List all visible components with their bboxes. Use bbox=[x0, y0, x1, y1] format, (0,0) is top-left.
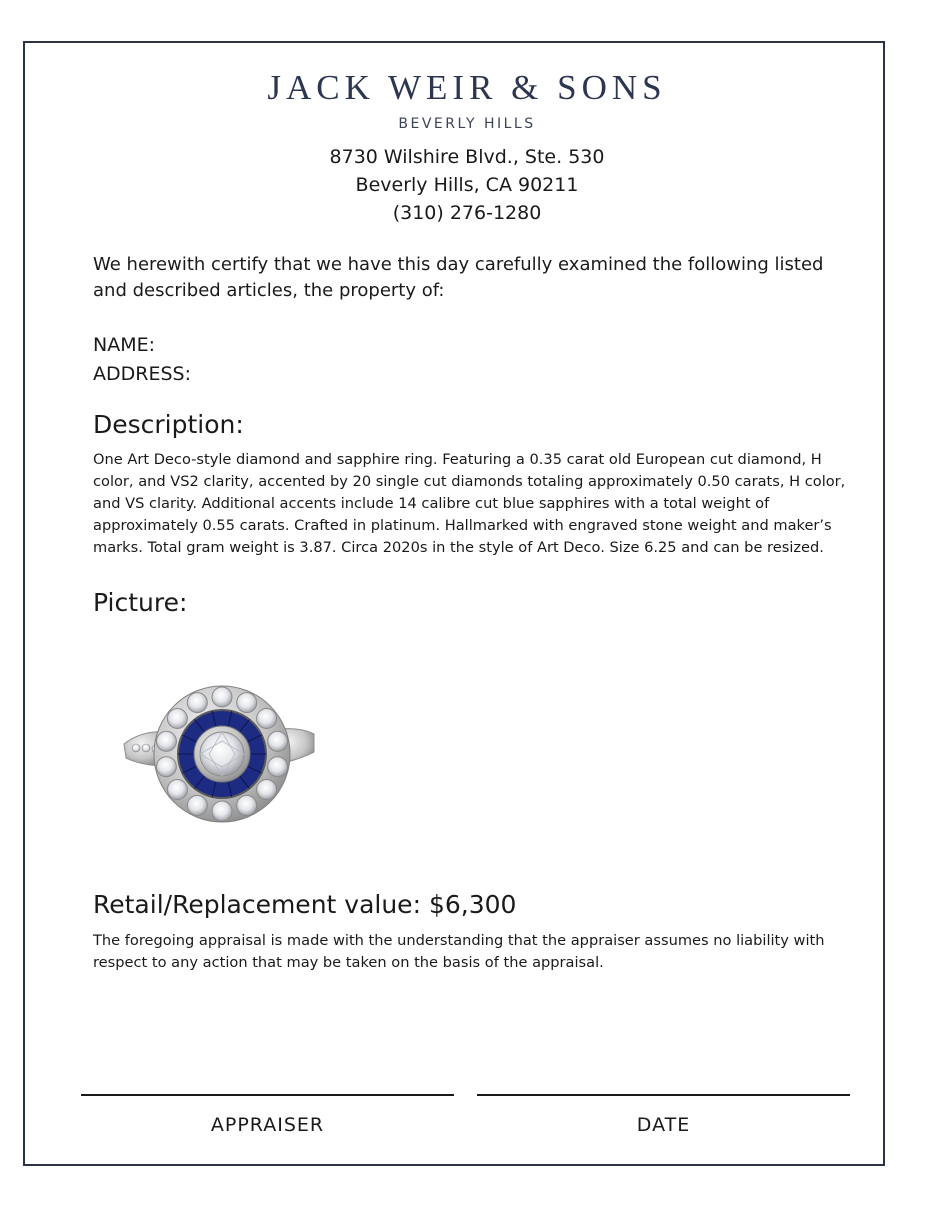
halo-diamond bbox=[187, 795, 207, 815]
brand-location: BEVERLY HILLS bbox=[398, 116, 536, 132]
address-city: Beverly Hills, CA 90211 bbox=[355, 174, 579, 196]
date-signature-line bbox=[477, 1094, 850, 1096]
retail-value: Retail/Replacement value: $6,300 bbox=[93, 890, 517, 919]
halo-diamond bbox=[167, 780, 187, 800]
phone-number: (310) 276-1280 bbox=[392, 202, 542, 224]
halo-diamond bbox=[212, 687, 232, 707]
appraiser-label: APPRAISER bbox=[210, 1114, 325, 1136]
brand-name: JACK WEIR & SONS bbox=[267, 68, 667, 107]
description-text: One Art Deco-style diamond and sapphire ring. Featuring a 0.35 carat old European cut diamond, H color, and VS2 clarity, accented by 20 single cut diamonds totaling approximately 0.50 carats, H color, and VS clarity. Additional accents include 14 calibre cut blue sapphires with a total weight of approximately 0.55 carats. Crafted in platinum. Hallmarked with engraved stone weight and maker’s marks. Total gram weight is 3.87. Circa 2020s in the style of Art Deco. Size 6.25 and can be resized. bbox=[93, 451, 846, 556]
appraisal-disclaimer: The foregoing appraisal is made with the understanding that the appraiser assumes no liability with respect to any action that may be taken on the basis of the appraisal. bbox=[93, 932, 825, 971]
owner-address-label: ADDRESS: bbox=[93, 363, 191, 385]
halo-diamond bbox=[156, 731, 176, 751]
appraiser-signature-line bbox=[81, 1094, 454, 1096]
halo-diamond bbox=[268, 731, 288, 751]
description-heading: Description: bbox=[93, 410, 244, 439]
certification-statement: We herewith certify that we have this day carefully examined the following listed and described articles, the property of: bbox=[93, 254, 824, 301]
halo-diamond bbox=[167, 709, 187, 729]
halo-diamond bbox=[237, 693, 257, 713]
halo-diamond bbox=[212, 801, 232, 821]
halo-diamond bbox=[156, 757, 176, 777]
halo-diamond bbox=[257, 709, 277, 729]
date-label: DATE bbox=[636, 1114, 691, 1136]
halo-diamond bbox=[187, 693, 207, 713]
halo-diamond bbox=[268, 757, 288, 777]
picture-heading: Picture: bbox=[93, 588, 188, 617]
address-street: 8730 Wilshire Blvd., Ste. 530 bbox=[329, 146, 605, 168]
owner-name-label: NAME: bbox=[93, 334, 156, 356]
ring-image bbox=[122, 682, 316, 824]
halo-diamond bbox=[257, 780, 277, 800]
halo-diamond bbox=[237, 795, 257, 815]
